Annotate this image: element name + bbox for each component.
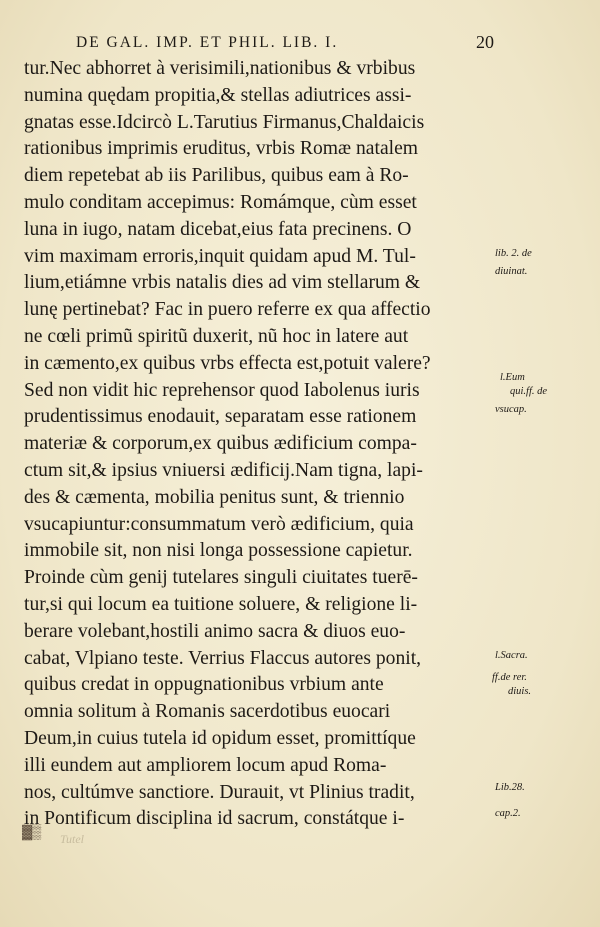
text-line: diem repetebat ab iis Parilibus, quibus eam à Ro-	[24, 165, 409, 187]
page-number: 20	[476, 32, 494, 52]
margin-note: l.Sacra.	[495, 650, 528, 661]
text-line: illi eundem aut ampliorem locum apud Roma-	[24, 754, 387, 776]
text-line: materiæ & corporum,ex quibus ædificium compa-	[24, 433, 417, 455]
margin-note: cap.2.	[495, 808, 521, 819]
text-line: lium,etiámne vrbis natalis dies ad vim stellarum &	[24, 272, 421, 294]
text-line: ne cœli primũ spiritũ duxerit, nũ hoc in latere aut	[24, 325, 409, 347]
text-line: luna in iugo, natam dicebat,eius fata precinens. O	[24, 218, 412, 240]
text-line: omnia solitum à Romanis sacerdotibus euocari	[24, 701, 391, 723]
margin-note: qui.ff. de	[510, 386, 548, 397]
text-line: des & cæmenta, mobilia penitus sunt, & triennio	[24, 486, 405, 508]
text-line: Sed non vidit hic reprehensor quod Iabolenus iuris	[24, 379, 420, 401]
text-line: tur.Nec abhorret à verisimili,nationibus & vrbibus	[24, 58, 416, 79]
margin-note: Lib.28.	[495, 782, 525, 793]
running-title: DE GAL. IMP. ET PHIL. LIB. I.	[76, 34, 339, 51]
margin-note: l.Eum	[500, 372, 525, 383]
margin-note: ff.de rer.	[492, 672, 527, 683]
text-line: gnatas esse.Idcircò L.Tarutius Firmanus,Chaldaicis	[24, 111, 425, 133]
margin-note: lib. 2. de	[495, 248, 532, 259]
text-line: mulo conditam accepimus: Romámque, cùm esset	[24, 191, 417, 213]
text-line: tur,si qui locum ea tuitione soluere, & religione li-	[24, 593, 418, 615]
margin-note: diuis.	[508, 686, 532, 697]
main-text-block	[24, 56, 524, 833]
text-line: in Pontificum disciplina id sacrum, constátque i-	[24, 808, 405, 830]
text-line: lunę pertinebat? Fac in puero referre ex qua affectio	[24, 299, 431, 321]
text-line: Deum,in cuius tutela id opidum esset, promittíque	[24, 727, 416, 749]
text-line: rationibus imprimis eruditus, vrbis Romæ natalem	[24, 138, 419, 160]
text-line: prudentissimus enodauit, separatam esse rationem	[24, 406, 417, 428]
text-line: vsucapiuntur:consummatum verò ædificium, quia	[24, 513, 414, 535]
text-line: Proinde cùm genij tutelares singuli ciuitates tuerē-	[24, 567, 418, 589]
margin-note: diuinat.	[495, 266, 528, 277]
printer-ornament: ▓▒	[22, 825, 41, 840]
text-line: numina quędam propitia,& stellas adiutrices assi-	[24, 84, 412, 106]
text-line: immobile sit, non nisi longa possessione capietur.	[24, 540, 413, 562]
margin-note: vsucap.	[495, 404, 527, 415]
text-line: cabat, Vlpiano teste. Verrius Flaccus autores ponit,	[24, 647, 422, 669]
text-line: nos, cultúmve sanctiore. Durauit, vt Plinius tradit,	[24, 781, 415, 803]
text-line: vim maximam erroris,inquit quidam apud M. Tul-	[24, 245, 416, 267]
text-line: in cæmento,ex quibus vrbs effecta est,potuit valere?	[24, 352, 431, 374]
bleed-through-text: Tutel	[60, 832, 85, 846]
text-line: quibus credat in oppugnationibus vrbium ante	[24, 674, 384, 696]
text-line: ctum sit,& ipsius vniuersi ædificij.Nam tigna, lapi-	[24, 459, 423, 481]
text-line: berare volebant,hostili animo sacra & diuos euo-	[24, 620, 406, 642]
